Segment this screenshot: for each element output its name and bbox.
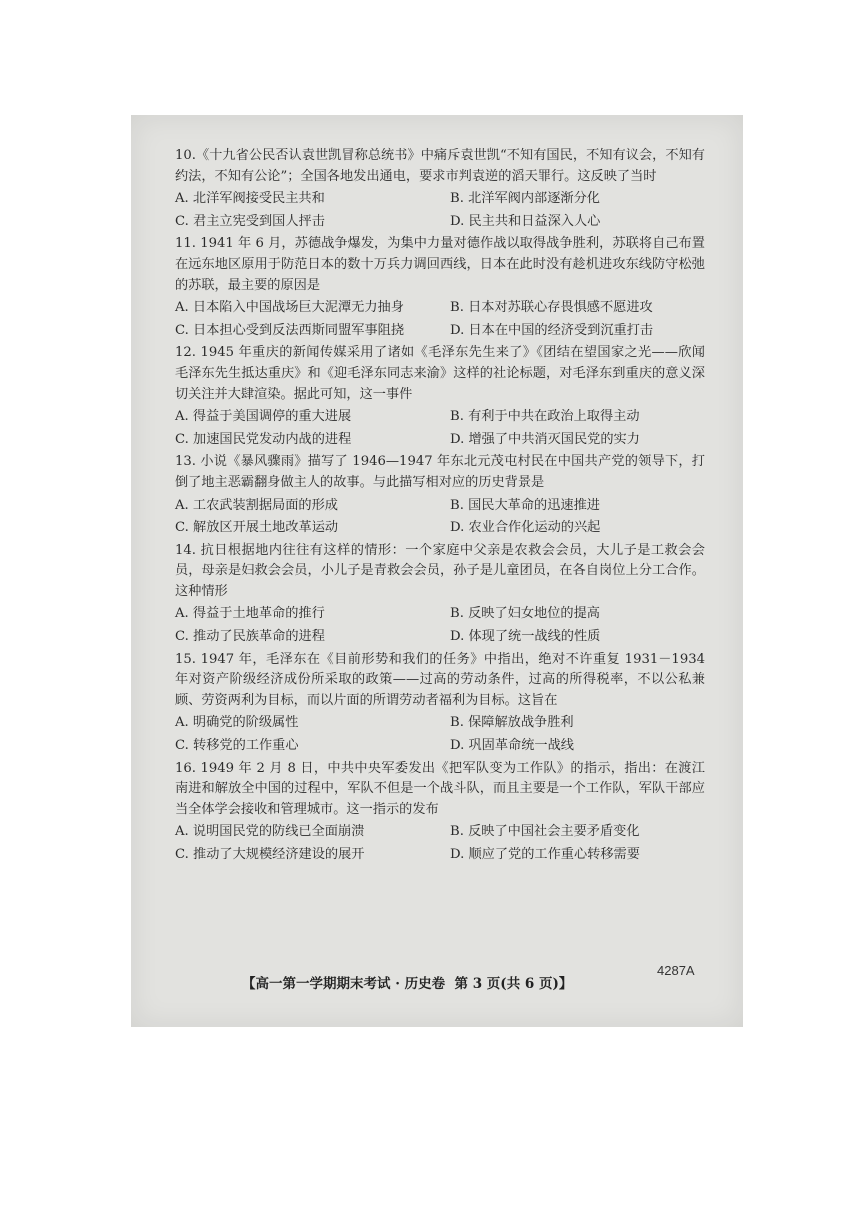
option-a: A. 日本陷入中国战场巨大泥潭无力抽身 — [175, 300, 404, 316]
option-c: C. 推动了民族革命的进程 — [175, 629, 325, 645]
option-b: B. 国民大革命的迅速推进 — [450, 497, 600, 513]
page-footer — [242, 972, 642, 992]
option-c: C. 加速国民党发动内战的进程 — [175, 431, 352, 447]
option-d: D. 民主共和日益深入人心 — [450, 213, 601, 229]
option-c: C. 推动了大规模经济建设的展开 — [175, 847, 365, 862]
option-c: C. 君主立宪受到国人抨击 — [175, 213, 325, 229]
footer-title: 高一第一学期期末考试 · 历史卷 — [255, 976, 446, 992]
question-stem: 12. 1945 年重庆的新闻传媒采用了诸如《毛泽东先生来了》《团结在望国家之光——欣闻毛泽东先生抵达重庆》和《迎毛泽东同志来渝》这样的社论标题，对毛泽东到重庆的意义深切关注并大肆渲染。据此可知，这一事件 — [175, 345, 705, 402]
footer-bracket-open: 【 — [242, 976, 256, 992]
option-b: B. 北洋军阀内部逐渐分化 — [450, 191, 600, 207]
option-b: B. 反映了妇女地位的提高 — [450, 606, 600, 622]
option-a: A. 明确党的阶级属性 — [175, 715, 299, 731]
paper-code: 4287A — [657, 963, 695, 978]
exam-content — [175, 146, 705, 868]
question-options — [175, 189, 705, 232]
question-13 — [175, 452, 705, 538]
question-12 — [175, 343, 705, 450]
option-c: C. 转移党的工作重心 — [175, 738, 299, 754]
option-c: C. 日本担心受到反法西斯同盟军事阻挠 — [175, 322, 405, 338]
question-11 — [175, 234, 705, 341]
option-d: D. 体现了统一战线的性质 — [450, 629, 601, 645]
question-stem: 16. 1949 年 2 月 8 日，中共中央军委发出《把军队变为工作队》的指示，指出：在渡江南进和解放全中国的过程中，军队不但是一个战斗队，而且主要是一个工作队，军队干部应当全体学会接收和管理城市。这一指示的发布 — [175, 760, 705, 817]
option-d: D. 农业合作化运动的兴起 — [450, 520, 601, 536]
question-options — [175, 822, 705, 865]
footer-page-number: 第 3 页(共 6 页) — [454, 976, 559, 992]
option-b: B. 有利于中共在政治上取得主动 — [450, 409, 640, 425]
question-16 — [175, 759, 705, 866]
option-b: B. 保障解放战争胜利 — [450, 715, 574, 731]
option-d: D. 顺应了党的工作重心转移需要 — [450, 847, 640, 862]
question-stem: 15. 1947 年，毛泽东在《目前形势和我们的任务》中指出，绝对不许重复 1931－1934 年对资产阶级经济成份所采取的政策——过高的劳动条件，过高的所得税率，不以公私兼顾、劳资两利为目标，而以片面的所谓劳动者福利为目标。这旨在 — [175, 651, 705, 708]
question-options — [175, 496, 705, 539]
option-a: A. 说明国民党的防线已全面崩溃 — [175, 824, 365, 840]
question-options — [175, 298, 705, 341]
question-10 — [175, 146, 705, 232]
option-a: A. 得益于美国调停的重大进展 — [175, 409, 352, 425]
option-a: A. 北洋军阀接受民主共和 — [175, 191, 325, 207]
option-b: B. 反映了中国社会主要矛盾变化 — [450, 824, 640, 840]
question-stem: 13. 小说《暴风骤雨》描写了 1946—1947 年东北元茂屯村民在中国共产党的领导下，打倒了地主恶霸翻身做主人的故事。与此描写相对应的历史背景是 — [175, 454, 705, 490]
question-options — [175, 604, 705, 647]
option-d: D. 增强了中共消灭国民党的实力 — [450, 431, 640, 447]
question-options — [175, 713, 705, 756]
option-c: C. 解放区开展土地改革运动 — [175, 520, 339, 536]
option-d: D. 日本在中国的经济受到沉重打击 — [450, 322, 654, 338]
option-a: A. 得益于土地革命的推行 — [175, 606, 325, 622]
option-b: B. 日本对苏联心存畏惧感不愿进攻 — [450, 300, 653, 316]
footer-bracket-close: 】 — [558, 976, 573, 992]
question-options — [175, 407, 705, 450]
question-14 — [175, 541, 705, 648]
option-a: A. 工农武装割据局面的形成 — [175, 497, 338, 513]
question-15 — [175, 650, 705, 757]
option-d: D. 巩固革命统一战线 — [450, 738, 574, 754]
question-stem: 11. 1941 年 6 月，苏德战争爆发，为集中力量对德作战以取得战争胜利，苏联将自己布置在远东地区原用于防范日本的数十万兵力调回西线，日本在此时没有趁机进攻东线防守松弛的苏联，最主要的原因是 — [175, 236, 705, 293]
question-stem: 10.《十九省公民否认袁世凯冒称总统书》中痛斥袁世凯“不知有国民，不知有议会，不知有约法，不知有公论”；全国各地发出通电，要求市判袁逆的滔天罪行。这反映了当时 — [175, 148, 705, 184]
question-stem: 14. 抗日根据地内往往有这样的情形：一个家庭中父亲是农救会会员，大儿子是工救会会员，母亲是妇救会会员，小儿子是青救会会员，孙子是儿童团员，在各自岗位上分工合作。这种情形 — [175, 542, 705, 599]
